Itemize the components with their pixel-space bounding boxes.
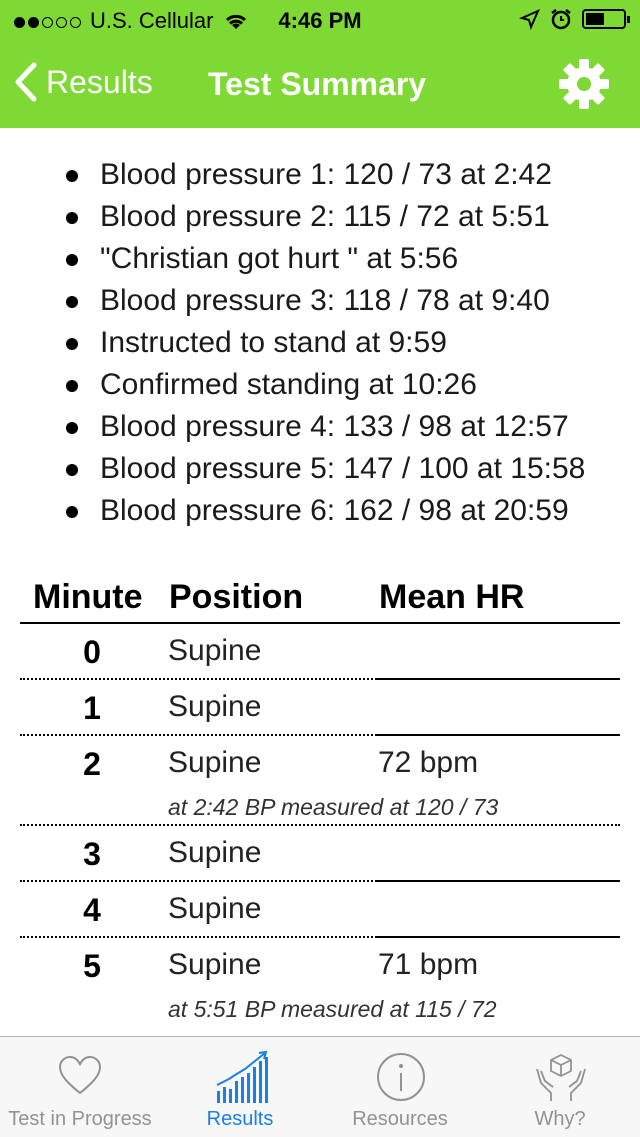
minute-table <box>20 576 620 1068</box>
event-item: Blood pressure 4: 133 / 98 at 12:57 <box>60 406 585 448</box>
header-position: Position <box>169 578 304 616</box>
row-position: Supine <box>168 836 262 869</box>
row-position: Supine <box>168 746 262 779</box>
gear-icon[interactable] <box>558 58 610 110</box>
tab-label: Resources <box>352 1108 448 1130</box>
row-position: Supine <box>168 634 262 667</box>
event-item: Blood pressure 1: 120 / 73 at 2:42 <box>60 154 585 196</box>
info-icon <box>375 1051 427 1103</box>
status-bar <box>0 0 640 40</box>
chart-icon <box>215 1051 269 1105</box>
event-item: Blood pressure 3: 118 / 78 at 9:40 <box>60 280 585 322</box>
event-list <box>60 154 585 532</box>
row-minute: 4 <box>83 892 101 928</box>
header-minute: Minute <box>33 578 143 616</box>
event-item: Blood pressure 5: 147 / 100 at 15:58 <box>60 448 585 490</box>
carrier-name: U.S. Cellular <box>90 8 214 33</box>
event-item: Instructed to stand at 9:59 <box>60 322 585 364</box>
row-minute: 3 <box>83 836 101 872</box>
page-title: Test Summary <box>208 66 427 102</box>
row-position: Supine <box>168 892 262 925</box>
table-row[interactable] <box>20 882 620 938</box>
header-mean-hr: Mean HR <box>379 578 525 616</box>
row-position: Supine <box>168 948 262 981</box>
event-item: Confirmed standing at 10:26 <box>60 364 585 406</box>
hands-cube-icon <box>535 1051 587 1103</box>
row-note: at 2:42 BP measured at 120 / 73 <box>168 794 499 820</box>
table-row[interactable] <box>20 736 620 826</box>
row-minute: 2 <box>83 746 101 782</box>
row-position: Supine <box>168 690 262 723</box>
battery-icon <box>582 9 626 29</box>
row-minute: 0 <box>83 634 101 670</box>
tab-results[interactable] <box>160 1037 320 1137</box>
row-note: at 5:51 BP measured at 115 / 72 <box>168 996 497 1022</box>
tab-test-in-progress[interactable] <box>0 1037 160 1137</box>
location-icon <box>520 9 540 29</box>
table-row[interactable] <box>20 624 620 680</box>
alarm-icon <box>550 8 572 30</box>
table-row[interactable] <box>20 826 620 882</box>
table-row[interactable] <box>20 680 620 736</box>
tab-bar <box>0 1036 640 1137</box>
event-item: Blood pressure 6: 162 / 98 at 20:59 <box>60 490 585 532</box>
tab-label: Results <box>206 1108 274 1130</box>
tab-label: Why? <box>534 1108 586 1130</box>
event-item: "Christian got hurt " at 5:56 <box>60 238 585 280</box>
chevron-left-icon <box>14 62 38 102</box>
tab-why[interactable] <box>480 1037 640 1137</box>
row-minute: 5 <box>83 948 101 984</box>
tab-label: Test in Progress <box>8 1108 152 1130</box>
nav-bar <box>0 40 640 128</box>
table-header <box>20 576 620 624</box>
back-button-label: Results <box>46 63 153 100</box>
heart-icon <box>55 1051 105 1101</box>
status-time: 4:46 PM <box>278 8 362 33</box>
row-mean-hr: 72 bpm <box>378 746 479 779</box>
back-button[interactable] <box>14 62 153 102</box>
event-item: Blood pressure 2: 115 / 72 at 5:51 <box>60 196 585 238</box>
summary-content[interactable] <box>0 128 640 1036</box>
top-bar <box>0 0 640 128</box>
tab-resources[interactable] <box>320 1037 480 1137</box>
row-mean-hr: 71 bpm <box>378 948 479 981</box>
row-minute: 1 <box>83 690 101 726</box>
